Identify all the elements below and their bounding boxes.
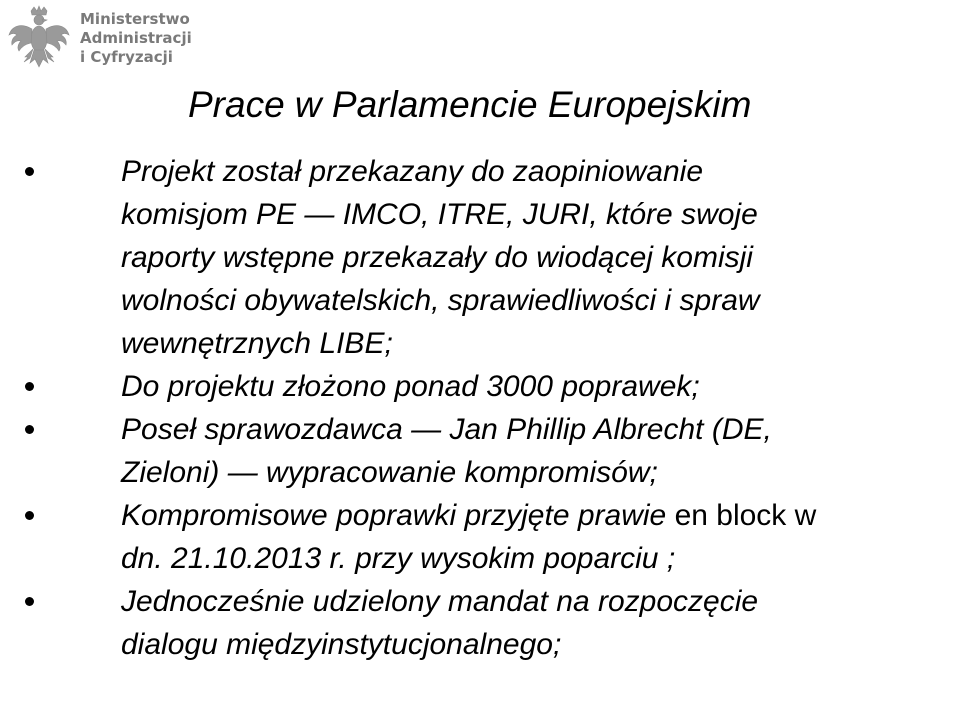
ministry-name-line-2: Administracji bbox=[80, 28, 192, 47]
bullet-item bbox=[0, 580, 960, 666]
ministry-logo bbox=[6, 4, 192, 72]
bullet-item bbox=[0, 494, 960, 580]
bullet-list bbox=[0, 150, 960, 666]
bullet-dot-icon bbox=[25, 382, 34, 391]
bullet-line-italic-part: Kompromisowe poprawki przyjęte prawie bbox=[121, 499, 675, 532]
bullet-line-upright-part: en block w bbox=[674, 499, 817, 532]
bullet-line: komisjom PE — IMCO, ITRE, JURI, które swoje bbox=[121, 198, 758, 231]
bullet-dot-icon bbox=[25, 425, 34, 434]
bullet-line: Zieloni) — wypracowanie kompromisów; bbox=[121, 456, 658, 489]
bullet-line: Do projektu złożono ponad 3000 poprawek; bbox=[121, 370, 700, 403]
bullet-line-composite bbox=[121, 494, 960, 537]
bullet-dot-icon bbox=[25, 597, 34, 606]
bullet-line: Jednocześnie udzielony mandat na rozpoczęcie bbox=[121, 585, 759, 618]
slide-title: Prace w Parlamencie Europejskim bbox=[188, 84, 752, 125]
bullet-dot-icon bbox=[25, 167, 34, 176]
bullet-line: raporty wstępne przekazały do wiodącej komisji bbox=[121, 241, 753, 274]
ministry-name-line-3: i Cyfryzacji bbox=[80, 47, 173, 66]
bullet-line: dn. 21.10.2013 r. przy wysokim poparciu ; bbox=[121, 542, 676, 575]
bullet-line: dialogu międzyinstytucjonalnego; bbox=[121, 628, 562, 661]
ministry-name bbox=[80, 10, 192, 67]
ministry-name-line-1: Ministerstwo bbox=[80, 9, 190, 28]
bullet-dot-icon bbox=[25, 511, 34, 520]
bullet-line: Projekt został przekazany do zaopiniowanie bbox=[121, 155, 703, 188]
polish-eagle-emblem-icon bbox=[6, 5, 72, 71]
bullet-line: wolności obywatelskich, sprawiedliwości i spraw bbox=[121, 284, 760, 317]
bullet-line: Poseł sprawozdawca — Jan Phillip Albrecht (DE, bbox=[121, 413, 772, 446]
bullet-item bbox=[0, 365, 960, 408]
bullet-line: wewnętrznych LIBE; bbox=[121, 327, 393, 360]
bullet-item bbox=[0, 408, 960, 494]
bullet-item bbox=[0, 150, 960, 365]
